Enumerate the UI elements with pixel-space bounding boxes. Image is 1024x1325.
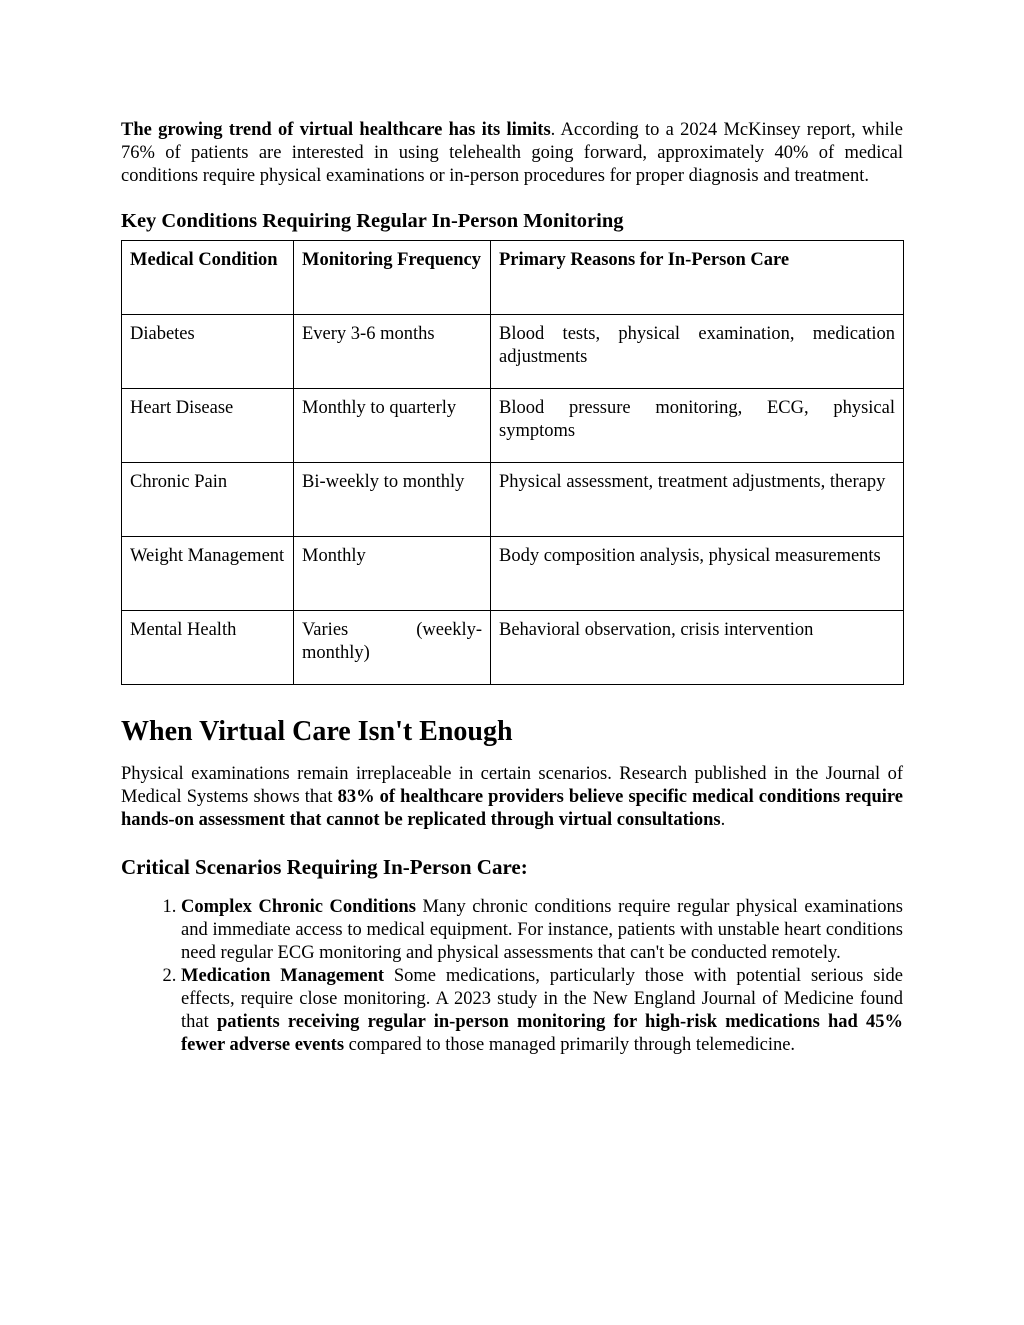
table-header-row — [122, 241, 904, 315]
list-item — [181, 896, 903, 965]
section-text-end: . — [720, 810, 726, 830]
table-row — [122, 537, 904, 611]
table-row — [122, 463, 904, 537]
cell-condition: Weight Management — [122, 537, 294, 611]
item-text: Some medications, particularly those with potential serious side effects, require close monitoring. A 2023 study in the New England Journal of Medicine found that — [181, 966, 904, 1032]
item-title: Complex Chronic Conditions — [181, 897, 416, 917]
intro-lead: The growing trend of virtual healthcare has its limits — [121, 120, 551, 140]
item-text: Many chronic conditions require regular physical examinations and immediate access to medical equipment. For instance, patients with unstable heart conditions need regular ECG monitoring and physical assessments that can't be conducted remotely. — [181, 897, 903, 963]
item-text-tail: compared to those managed primarily through telemedicine. — [344, 1035, 796, 1055]
intro-paragraph — [121, 119, 903, 188]
table-row — [122, 611, 904, 685]
cell-reasons: Blood pressure monitoring, ECG, physical symptoms — [491, 389, 904, 463]
table-title: Key Conditions Requiring Regular In-Person Monitoring — [121, 210, 624, 232]
cell-frequency: Every 3-6 months — [294, 315, 491, 389]
intro-text: . According to a 2024 McKinsey report, while 76% of patients are interested in using telehealth going forward, approximately 40% of medical conditions require physical examinations or in-person procedures for proper diagnosis and treatment. — [121, 120, 904, 186]
header-primary-reasons: Primary Reasons for In-Person Care — [491, 241, 904, 315]
section-heading: When Virtual Care Isn't Enough — [121, 716, 513, 747]
cell-frequency: Monthly — [294, 537, 491, 611]
section-text-bold: 83% of healthcare providers believe specific medical conditions require hands-on assessment that cannot be replicated through virtual consultations — [121, 787, 903, 830]
cell-condition: Mental Health — [122, 611, 294, 685]
item-title: Medication Management — [181, 966, 385, 986]
conditions-table — [121, 240, 904, 685]
list-item — [181, 965, 903, 1057]
scenarios-heading: Critical Scenarios Requiring In-Person Care: — [121, 855, 528, 879]
table-row — [122, 389, 904, 463]
header-medical-condition: Medical Condition — [122, 241, 294, 315]
cell-condition: Chronic Pain — [122, 463, 294, 537]
header-monitoring-frequency: Monitoring Frequency — [294, 241, 491, 315]
cell-frequency: Monthly to quarterly — [294, 389, 491, 463]
cell-condition: Diabetes — [122, 315, 294, 389]
cell-condition: Heart Disease — [122, 389, 294, 463]
section-text-start: Physical examinations remain irreplaceable in certain scenarios. Research published in the Journal of Medical Systems shows that — [121, 764, 903, 807]
section-paragraph — [121, 763, 903, 832]
cell-reasons: Blood tests, physical examination, medication adjustments — [491, 315, 904, 389]
cell-frequency: Bi-weekly to monthly — [294, 463, 491, 537]
cell-reasons: Behavioral observation, crisis intervention — [491, 611, 904, 685]
table-row — [122, 315, 904, 389]
cell-frequency: Varies (weekly-monthly) — [294, 611, 491, 685]
cell-reasons: Body composition analysis, physical measurements — [491, 537, 904, 611]
cell-reasons: Physical assessment, treatment adjustments, therapy — [491, 463, 904, 537]
scenarios-list — [121, 896, 903, 1057]
item-bold-finding: patients receiving regular in-person monitoring for high-risk medications had 45% fewer adverse events — [181, 1012, 904, 1055]
